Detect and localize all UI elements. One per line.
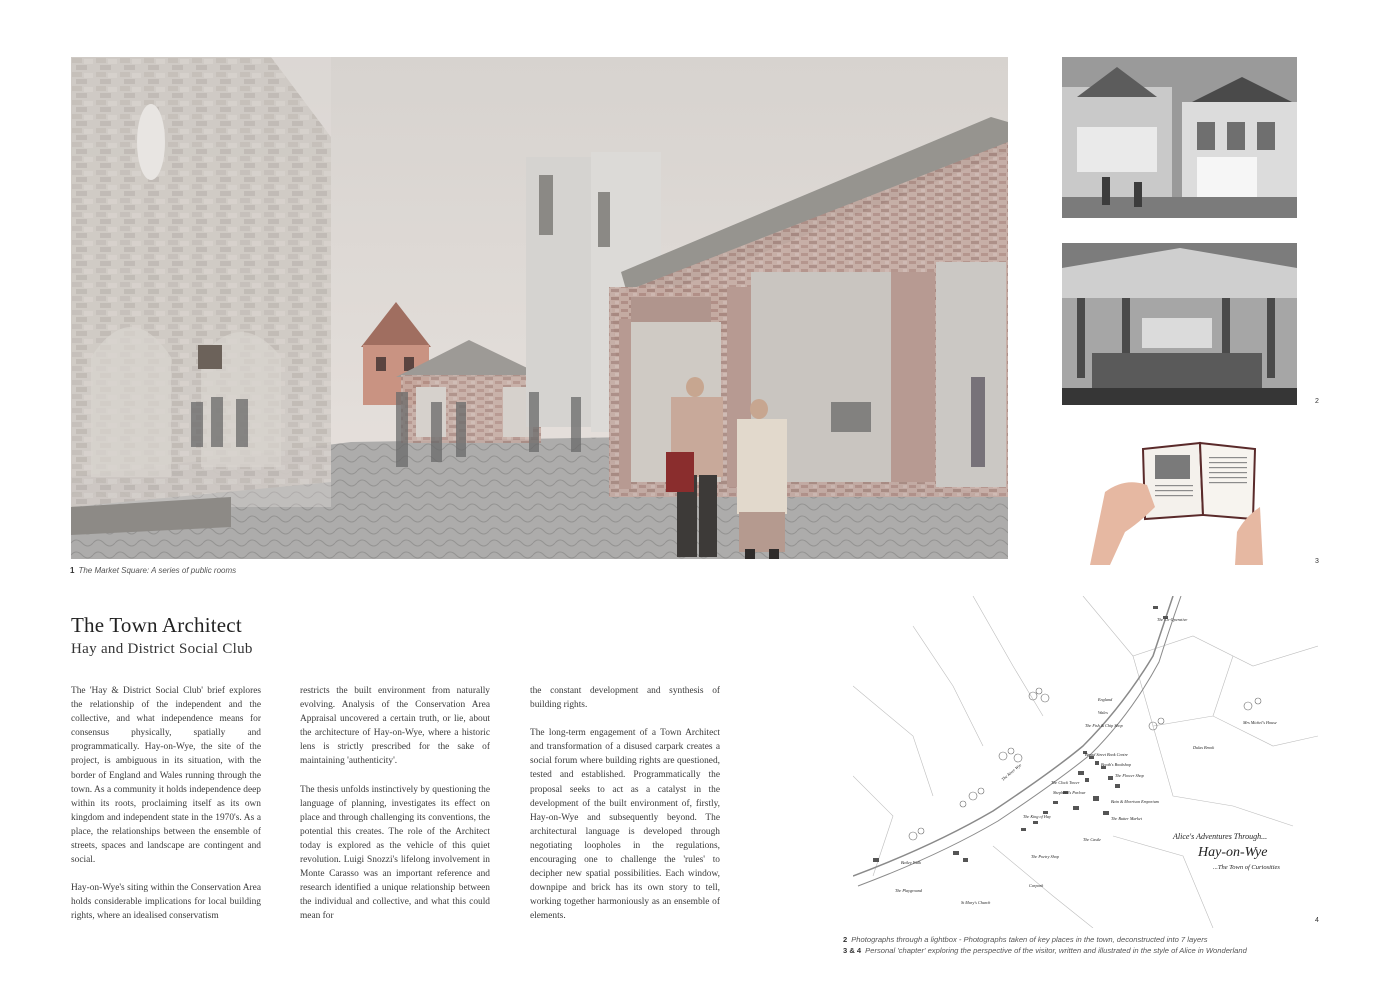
hero-caption-number: 1 [70,566,75,575]
map-label: The Clock Tower [1051,780,1080,785]
lightbox-photo-street [1062,57,1297,218]
lightbox-photo-market [1062,243,1297,405]
book-photo [1085,437,1275,565]
map-label: The Castle [1083,837,1102,842]
map-label: England [1098,697,1113,702]
paragraph: Hay-on-Wye's siting within the Conservation Area holds considerable implications for local building rights, where an idealised conservatism [71,883,261,922]
map-title-line3: ...The Town of Curiosities [1213,864,1280,871]
map-label: The Poetry Shop [1031,854,1059,859]
paragraph: the constant development and synthesis of building rights. [530,686,720,711]
map-label: The Fish & Chip Shop [1085,723,1123,728]
fig4-number: 4 [1315,917,1319,924]
paragraph: The thesis unfolds instinctively by questioning the language of planning, investigates its effect on place and through challenging its conventions, the potential this creates. The role of the Architect today is explored as the vehicle of this quiet revolution. Luigi Snozzi's lifelong involvement in Monte Carasso was an important reference and research identified a unique relationship between the individual and collective, and what this could mean for [300,784,490,922]
map-label: The Butter Market [1111,816,1142,821]
text-column-2 [300,684,490,938]
market-square-render [71,57,1008,559]
text-column-1 [71,684,261,938]
fig3-number: 3 [1315,558,1319,565]
map-label: The King of Hay [1023,814,1051,819]
hero-caption-text: The Market Square: A series of public rooms [78,566,237,575]
page-subtitle: Hay and District Social Club [71,641,253,657]
map-label: The Flower Shop [1115,773,1144,778]
map-label: Wales [1098,710,1108,715]
map-label: Dulas Brook [1193,745,1215,750]
caption-fig34-number: 3 & 4 [843,946,862,955]
map-illustration [853,596,1318,928]
fig2-number: 2 [1315,398,1319,405]
map-label: The Playground [895,888,922,893]
caption-fig2-text: Photographs through a lightbox - Photographs taken of key places in the town, deconstructed into 7 layers [851,935,1208,944]
map-title-line2: Hay-on-Wye [1198,845,1268,860]
map-label: Mrs Michel's House [1243,720,1277,725]
map-label: Shepherd's Parlour [1053,790,1086,795]
map-label: Carpark [1029,883,1044,888]
page-title: The Town Architect [71,613,242,637]
map-title-line1: Alice's Adventures Through... [1173,832,1268,841]
map-label: Booth's Bookshop [1101,762,1132,767]
caption-fig34-text: Personal 'chapter' exploring the perspective of the visitor, written and illustrated in the style of Alice in Wonderland [865,946,1247,955]
hero-caption [70,566,236,575]
map-label: The River Wye [1000,762,1023,782]
caption-fig2-number: 2 [843,935,848,944]
paragraph: restricts the built environment from naturally evolving. Analysis of the Conservation Area Appraisal uncovered a certain truth, or lie, about the architecture of Hay-on-Wye, where a historic lens is strictly prescribed for the sake of maintaining 'authenticity'. [300,686,490,767]
text-column-3 [530,684,720,938]
map-label: St Mary's Church [961,900,991,905]
caption-fig2 [843,935,1208,944]
caption-fig34 [843,946,1247,955]
paragraph: The long-term engagement of a Town Architect and transformation of a disused carpark creates a social forum where building rights are questioned, tested and established. Programmatically the proposal seeks to act as a catalyst in the development of the built environment of, firstly, Hay-on-Wye and subsequently beyond. The architectural language is developed through negotiating loopholes in the regulations, encouraging one to challenge the 'rules' to decipher new spatial possibilities. Each window, downpipe and brick has its own story to tell, working together harmoniously as an ensemble of elements. [530,728,720,922]
paragraph: The 'Hay & District Social Club' brief explores the relationship of the independent and the collective, and what independence means for consensus physically, spatially and programmatically. Hay-on-Wye, the site of the project, is ambiguous in its situation, with the border of England and Wales running through the town. As a community it holds independence deep within its roots, proclaiming itself as its own kingdom and independent state in the 1970's. As a place, the relationships between the ensemble of streets, spaces and landscape are contingent and social. [71,686,261,866]
market-square-illustration [71,57,1008,559]
map-label: Broad Street Book Centre [1085,752,1128,757]
map-label: Bain & Morrison Emporium [1111,799,1159,804]
map-label: Bailey Walk [901,860,921,865]
map-label: The Co-Operative [1157,617,1188,622]
hay-on-wye-map [853,596,1318,928]
